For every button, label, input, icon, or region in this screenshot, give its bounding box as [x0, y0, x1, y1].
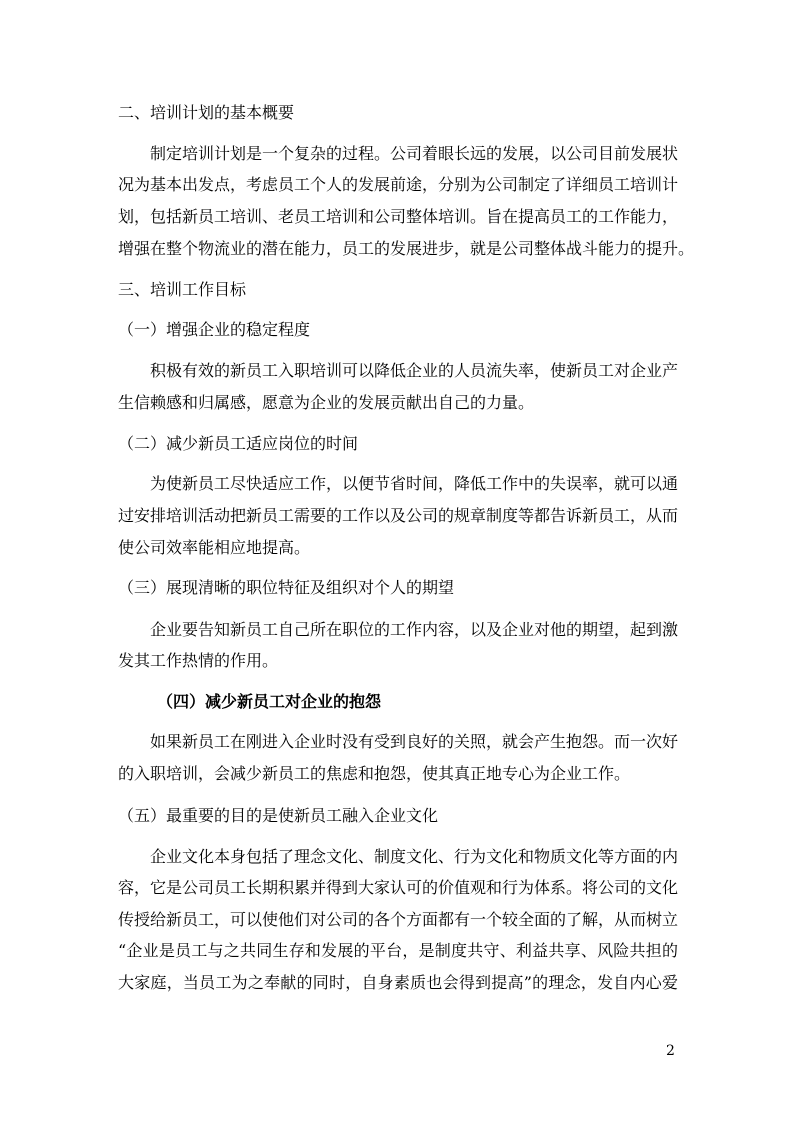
paragraph-line: 制定培训计划是一个复杂的过程。公司着眼长远的发展，以公司目前发展状 [150, 144, 679, 163]
paragraph-line: 企业要告知新员工自己所在职位的工作内容，以及企业对他的期望，起到激 [150, 620, 679, 639]
page-number: 2 [666, 1043, 675, 1059]
paragraph-line: 传授给新员工，可以使他们对公司的各个方面都有一个较全面的了解，从而树立 [118, 910, 679, 929]
paragraph-line: 使公司效率能相应地提高。 [118, 538, 311, 557]
paragraph-line: 容，它是公司员工长期积累并得到大家认可的价值观和行为体系。将公司的文化 [118, 878, 679, 897]
paragraph-line: 划，包括新员工培训、老员工培训和公司整体培训。旨在提高员工的工作能力， [118, 207, 679, 226]
paragraph-line: 的入职培训，会减少新员工的焦虑和抱怨，使其真正地专心为企业工作。 [118, 764, 631, 783]
paragraph-line: 过安排培训活动把新员工需要的工作以及公司的规章制度等都告诉新员工，从而 [118, 506, 679, 525]
subheading-4: （四）减少新员工对企业的抱怨 [157, 692, 382, 711]
subheading-3: （三）展现清晰的职位特征及组织对个人的期望 [118, 578, 455, 597]
paragraph-line: 况为基本出发点，考虑员工个人的发展前途，分别为公司制定了详细员工培训计 [118, 175, 679, 194]
paragraph-line: 大家庭，当员工为之奉献的同时，自身素质也会得到提高”的理念，发自内心爱 [118, 973, 678, 992]
section-heading-3: 三、培训工作目标 [118, 280, 247, 299]
paragraph-line: 发其工作热情的作用。 [118, 651, 279, 670]
paragraph-line: 企业文化本身包括了理念文化、制度文化、行为文化和物质文化等方面的内 [150, 847, 679, 866]
subheading-5: （五）最重要的目的是使新员工融入企业文化 [118, 806, 439, 825]
paragraph-line: 为使新员工尽快适应工作，以便节省时间，降低工作中的失误率，就可以通 [150, 474, 679, 493]
paragraph-line: “企业是员工与之共同生存和发展的平台，是制度共守、利益共享、风险共担的 [118, 941, 678, 960]
section-heading-2: 二、培训计划的基本概要 [118, 103, 295, 122]
subheading-2: （二）减少新员工适应岗位的时间 [118, 434, 359, 453]
paragraph-line: 增强在整个物流业的潜在能力，员工的发展进步，就是公司整体战斗能力的提升。 [118, 239, 695, 258]
paragraph-line: 积极有效的新员工入职培训可以降低企业的人员流失率，使新员工对企业产 [150, 361, 679, 380]
paragraph-line: 如果新员工在刚进入企业时没有受到良好的关照，就会产生抱怨。而一次好 [150, 732, 679, 751]
paragraph-line: 生信赖感和归属感，愿意为企业的发展贡献出自己的力量。 [118, 393, 535, 412]
subheading-1: （一）增强企业的稳定程度 [118, 320, 311, 339]
